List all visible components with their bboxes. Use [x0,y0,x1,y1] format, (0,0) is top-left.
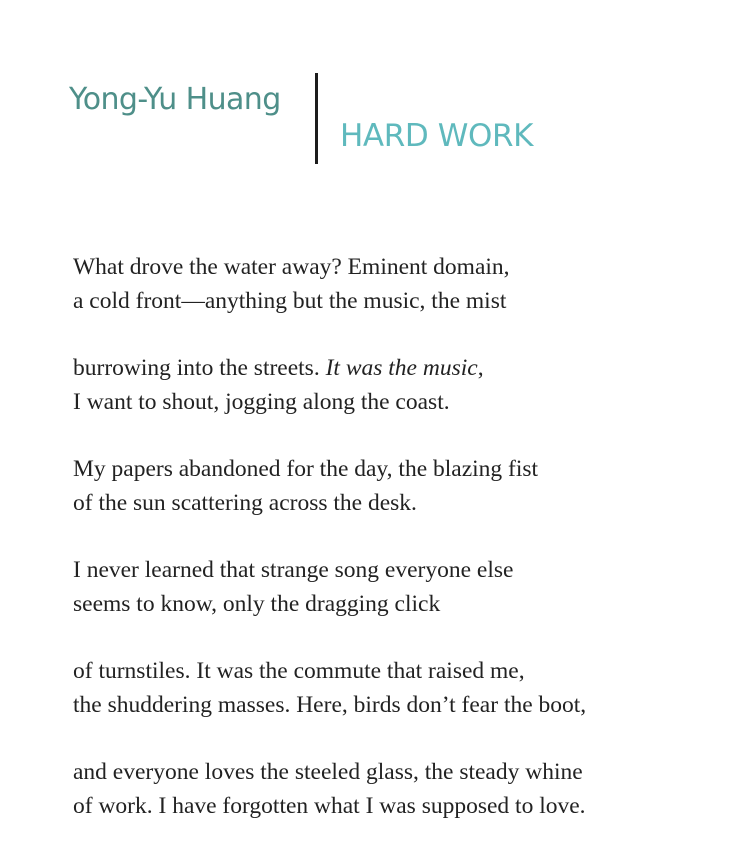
poem-body [73,250,713,856]
stanza-3 [73,452,713,520]
poem-line: a cold front—anything but the music, the mist [73,288,507,314]
poem-line: I want to shout, jogging along the coast. [73,389,450,415]
poem-title: HARD WORK [340,118,534,154]
line-punctuation: , [477,355,484,381]
poem-line: the shuddering masses. Here, birds don’t fear the boot, [73,692,587,718]
poem-line: of work. I have forgotten what I was supposed to love. [73,793,586,819]
stanza-1 [73,250,713,318]
poem-line: I never learned that strange song everyone else [73,557,514,583]
stanza-6 [73,755,713,823]
poem-line: of the sun scattering across the desk. [73,490,417,516]
line-text: burrowing into the streets. [73,355,326,381]
stanza-5 [73,654,713,722]
stanza-4 [73,553,713,621]
poem-line [73,351,713,385]
poem-header [0,0,756,200]
poem-line: What drove the water away? Eminent domain, [73,254,510,280]
poem-line: of turnstiles. It was the commute that raised me, [73,658,525,684]
poem-line: and everyone loves the steeled glass, the steady whine [73,759,583,785]
header-divider [315,73,318,164]
poem-line: My papers abandoned for the day, the blazing fist [73,456,539,482]
stanza-2 [73,351,713,419]
italic-phrase: It was the music [325,355,478,381]
poem-line: seems to know, only the dragging click [73,591,441,617]
author-name: Yong-Yu Huang [69,82,281,117]
